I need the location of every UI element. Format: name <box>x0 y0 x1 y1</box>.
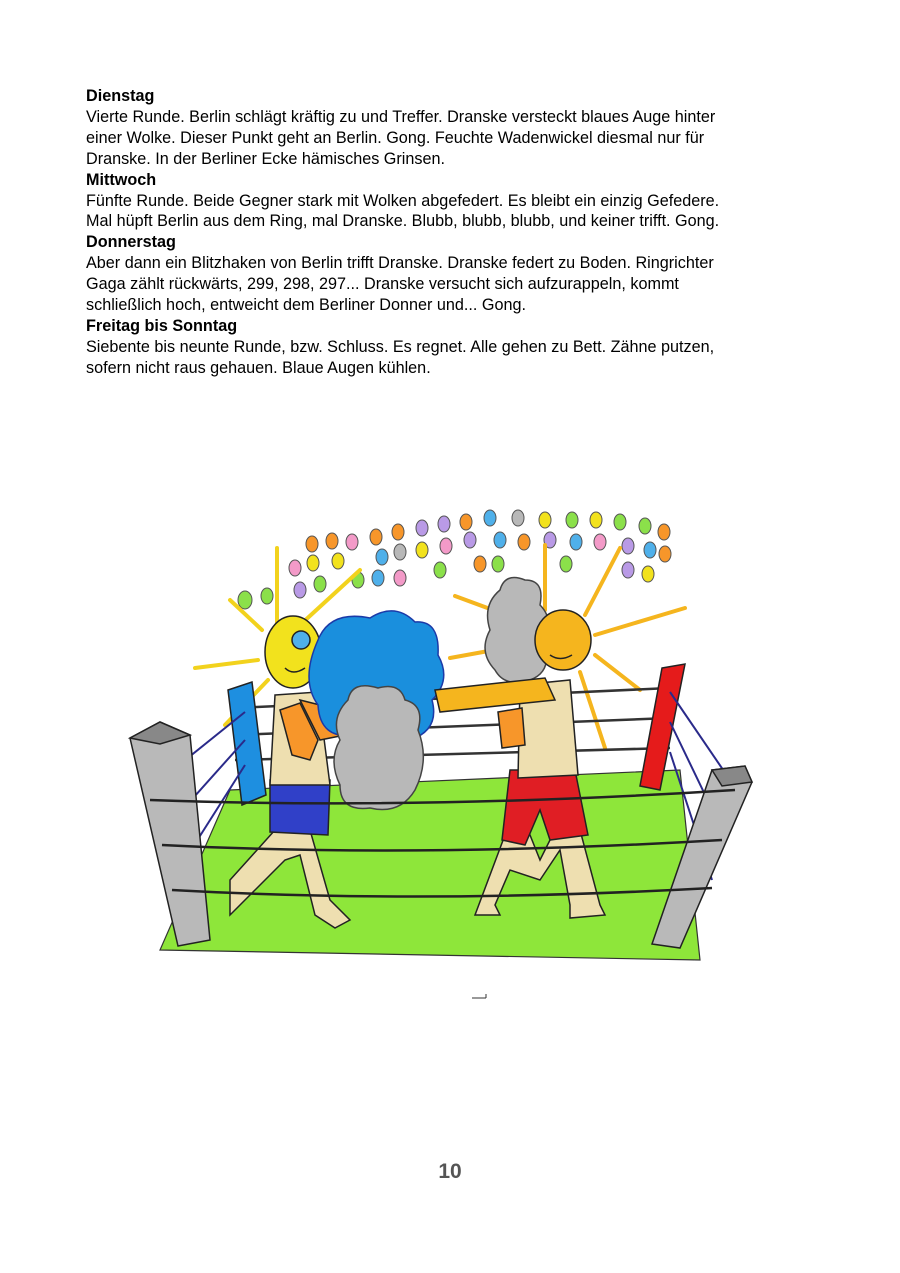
corner-post-grey-left <box>130 722 210 946</box>
stray-marks <box>472 994 486 998</box>
text-line: Mal hüpft Berlin aus dem Ring, mal Dranske. Blubb, blubb, blubb, und keiner trifft. Gong. <box>86 212 720 231</box>
story-text <box>86 86 826 379</box>
sun-face-orange <box>535 610 591 670</box>
section-donnerstag <box>86 232 826 316</box>
section-dienstag <box>86 86 826 170</box>
corner-post-blue <box>228 682 266 805</box>
text-line: Aber dann ein Blitzhaken von Berlin trifft Dranske. Dranske federt zu Boden. Ringrichter <box>86 254 714 273</box>
text-line: schließlich hoch, entweicht dem Berliner Donner und... Gong. <box>86 296 526 315</box>
text-line: Dranske. In der Berliner Ecke hämisches Grinsen. <box>86 149 445 168</box>
text-line: Vierte Runde. Berlin schlägt kräftig zu und Treffer. Dranske versteckt blaues Auge hinter <box>86 107 716 126</box>
text-line: sofern nicht raus gehauen. Blaue Augen kühlen. <box>86 358 431 377</box>
cloud-grey-front <box>334 686 423 810</box>
day-heading: Dienstag <box>86 87 155 105</box>
boxing-ring-illustration <box>120 500 760 1010</box>
text-line: Gaga zählt rückwärts, 299, 298, 297... Dranske versucht sich aufzurappeln, kommt <box>86 275 679 294</box>
text-line: einer Wolke. Dieser Punkt geht an Berlin. Gong. Feuchte Wadenwickel diesmal nur für <box>86 128 705 147</box>
day-heading: Freitag bis Sonntag <box>86 316 238 335</box>
text-line: Siebente bis neunte Runde, bzw. Schluss. Es regnet. Alle gehen zu Bett. Zähne putzen, <box>86 337 715 356</box>
day-heading: Donnerstag <box>86 233 176 252</box>
day-heading: Mittwoch <box>86 170 157 189</box>
text-line: Fünfte Runde. Beide Gegner stark mit Wolken abgefedert. Es bleibt ein einzig Gefedere. <box>86 191 720 210</box>
page-number: 10 <box>438 1160 462 1183</box>
section-mittwoch <box>86 170 826 233</box>
section-freitag-bis-sonntag <box>86 316 826 379</box>
